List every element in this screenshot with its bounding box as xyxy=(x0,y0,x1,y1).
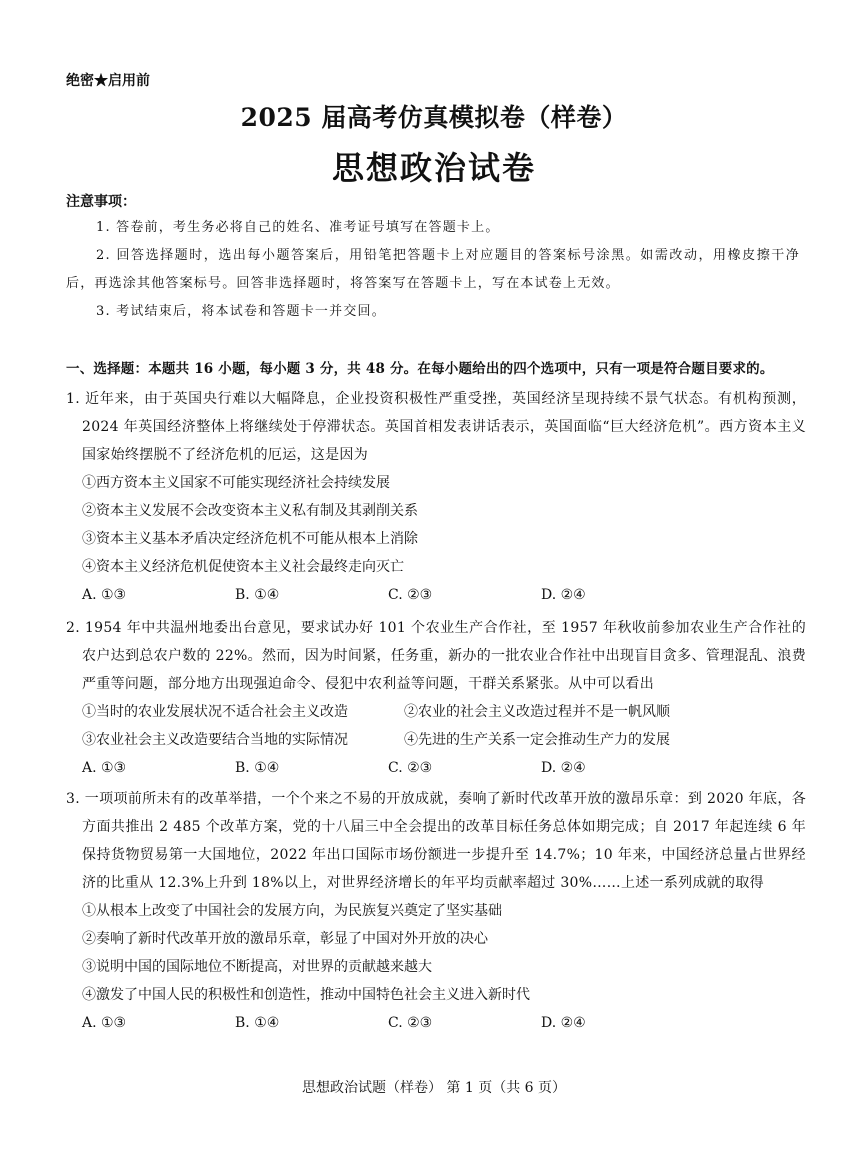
question-stem: 1. 近年来，由于英国央行难以大幅降息，企业投资积极性严重受挫，英国经济呈现持续不景气状态。有机构预测，2024 年英国经济整体上将继续处于停滞状态。英国首相发表讲话表示，英国面临“巨大经济危机”。西方资本主义国家始终摆脱不了经济危机的厄运，这是因为 xyxy=(66,391,806,463)
statement-option: ②资本主义发展不会改变资本主义私有制及其剥削关系 xyxy=(82,503,418,519)
exam-title: 2025 届高考仿真模拟卷（样卷） xyxy=(240,103,628,132)
choice-d: D. ②④ xyxy=(541,1015,586,1031)
choice-c: C. ②③ xyxy=(388,587,433,603)
choice-b: B. ①④ xyxy=(235,587,280,603)
question-stem: 3. 一项项前所未有的改革举措，一个个来之不易的开放成就，奏响了新时代改革开放的激昂乐章：到 2020 年底，各方面共推出 2 485 个改革方案，党的十八届三中全会提出的改革目标任务总体如期完成；自 2017 年起连续 6 年保持货物贸易第一大国地位，2022 年出口国际市场份额进一步提升至 14.7%；10 年来，中国经济总量占世界经济的比重从 12.3%上升到 18%以上，对世界经济增长的年平均贡献率超过 30%……上述一系列成就的取得 xyxy=(66,791,806,891)
statement-option: ④资本主义经济危机促使资本主义社会最终走向灭亡 xyxy=(82,559,404,575)
notice-heading: 注意事项： xyxy=(66,194,136,210)
answer-choices xyxy=(66,1009,806,1037)
choice-d: D. ②④ xyxy=(541,760,586,776)
choice-a: A. ①③ xyxy=(82,760,127,776)
choice-a: A. ①③ xyxy=(82,587,127,603)
choice-d: D. ②④ xyxy=(541,587,586,603)
answer-choices xyxy=(66,754,806,782)
statement-option: ③农业社会主义改造要结合当地的实际情况 xyxy=(82,732,348,748)
answer-choices xyxy=(66,581,806,609)
statement-row xyxy=(66,726,806,754)
statement-option: ④激发了中国人民的积极性和创造性，推动中国特色社会主义进入新时代 xyxy=(82,987,530,1003)
choice-c: C. ②③ xyxy=(388,760,433,776)
question-stem: 2. 1954 年中共温州地委出台意见，要求试办好 101 个农业生产合作社，至 1957 年秋收前参加农业生产合作社的农户达到总农户数的 22%。然而，因为时间紧，任务重，新办的一批农业合作社中出现盲目贪多、管理混乱、浪费严重等问题，部分地方出现强迫命令、侵犯中农利益等问题，干群关系紧张。从中可以看出 xyxy=(66,620,806,692)
statement-option: ①从根本上改变了中国社会的发展方向，为民族复兴奠定了坚实基础 xyxy=(82,903,502,919)
statement-option: ①西方资本主义国家不可能实现经济社会持续发展 xyxy=(82,475,390,491)
section-heading: 一、选择题：本题共 16 小题，每小题 3 分，共 48 分。在每小题给出的四个选项中，只有一项是符合题目要求的。 xyxy=(66,361,774,377)
choice-b: B. ①④ xyxy=(235,760,280,776)
statement-option: ②奏响了新时代改革开放的激昂乐章，彰显了中国对外开放的决心 xyxy=(82,931,488,947)
choice-c: C. ②③ xyxy=(388,1015,433,1031)
statement-option: ④先进的生产关系一定会推动生产力的发展 xyxy=(404,732,670,748)
statement-option: ①当时的农业发展状况不适合社会主义改造 xyxy=(82,704,348,720)
question-3 xyxy=(66,785,806,1037)
notice-item-2: 2. 回答选择题时，选出每小题答案后，用铅笔把答题卡上对应题目的答案标号涂黑。如需改动，用橡皮擦干净后，再选涂其他答案标号。回答非选择题时，将答案写在答题卡上，写在本试卷上无效。 xyxy=(66,248,800,291)
choice-b: B. ①④ xyxy=(235,1015,280,1031)
statement-row xyxy=(66,698,806,726)
question-2 xyxy=(66,614,806,782)
notice-item-3: 3. 考试结束后，将本试卷和答题卡一并交回。 xyxy=(96,304,386,319)
statement-option: ③资本主义基本矛盾决定经济危机不可能从根本上消除 xyxy=(82,531,418,547)
exam-subject-title: 思想政治试卷 xyxy=(331,149,536,187)
notice-item-1: 1. 答卷前，考生务必将自己的姓名、准考证号填写在答题卡上。 xyxy=(96,220,500,235)
choice-a: A. ①③ xyxy=(82,1015,127,1031)
statement-option: ②农业的社会主义改造过程并不是一帆风顺 xyxy=(404,704,670,720)
page-footer: 思想政治试题（样卷） 第 1 页（共 6 页） xyxy=(301,1080,567,1096)
statement-option: ③说明中国的国际地位不断提高，对世界的贡献越来越大 xyxy=(82,959,432,975)
question-1 xyxy=(66,385,806,609)
confidential-label: 绝密★启用前 xyxy=(66,73,150,89)
